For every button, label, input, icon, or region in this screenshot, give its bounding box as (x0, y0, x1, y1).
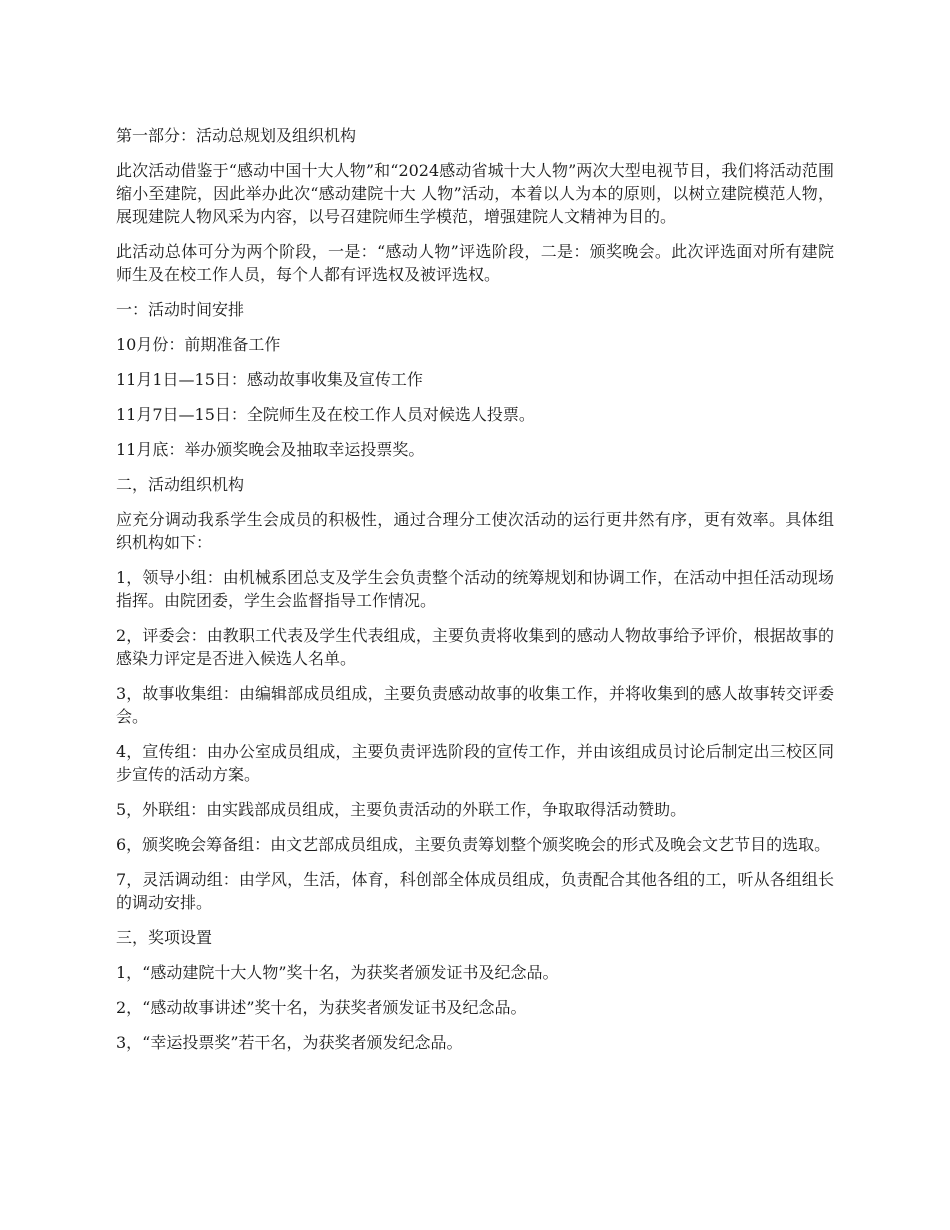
org-item-flexible: 7，灵活调动组：由学风，生活，体育，科创部全体成员组成，负责配合其他各组的工，听从各组组长的调动安排。 (116, 870, 834, 912)
org-item-publicity: 4，宣传组：由办公室成员组成，主要负责评选阶段的宣传工作，并由该组成员讨论后制定出三校区同步宣传的活动方案。 (116, 742, 834, 784)
paragraph-organization-intro: 应充分调动我系学生会成员的积极性，通过合理分工使次活动的运行更井然有序，更有效率。具体组织机构如下： (116, 510, 834, 552)
section-heading-organization: 二，活动组织机构 (116, 475, 245, 494)
org-item-story-collection: 3，故事收集组：由编辑部成员组成，主要负责感动故事的收集工作，并将收集到的感人故事转交评委会。 (116, 684, 834, 726)
paragraph-intro: 此次活动借鉴于“感动中国十大人物”和“2024感动省城十大人物”两次大型电视节目，我们将活动范围缩小至建院，因此举办此次“感动建院十大 人物”活动，本着以人为本的原则，以树立建院模范人物，展现建院人物风采为内容，以号召建院师生学模范，增强建院人文精神为目的。 (116, 161, 834, 226)
org-item-gala-prep: 6，颁奖晚会筹备组：由文艺部成员组成，主要负责筹划整个颁奖晚会的形式及晚会文艺节目的选取。 (116, 835, 831, 854)
document-body (116, 124, 834, 1066)
schedule-item-nov-7-15: 11月7日—15日：全院师生及在校工作人员对候选人投票。 (116, 405, 535, 424)
section-heading-schedule: 一：活动时间安排 (116, 300, 245, 319)
schedule-item-october: 10月份：前期准备工作 (116, 335, 281, 354)
schedule-item-nov-1-15: 11月1日—15日：感动故事收集及宣传工作 (116, 370, 423, 389)
section-heading-part-one: 第一部分：活动总规划及组织机构 (116, 126, 357, 145)
award-item-top-ten: 1，“感动建院十大人物”奖十名，为获奖者颁发证书及纪念品。 (116, 963, 559, 982)
section-heading-awards: 三，奖项设置 (116, 928, 213, 947)
org-item-leadership: 1，领导小组：由机械系团总支及学生会负责整个活动的统筹规划和协调工作，在活动中担任活动现场指挥。由院团委，学生会监督指导工作情况。 (116, 568, 834, 610)
org-item-outreach: 5，外联组：由实践部成员组成，主要负责活动的外联工作，争取取得活动赞助。 (116, 800, 687, 819)
org-item-judges: 2，评委会：由教职工代表及学生代表组成，主要负责将收集到的感动人物故事给予评价，根据故事的感染力评定是否进入候选人名单。 (116, 626, 834, 668)
award-item-storytelling: 2，“感动故事讲述”奖十名，为获奖者颁发证书及纪念品。 (116, 998, 527, 1017)
schedule-item-nov-end: 11月底：举办颁奖晚会及抽取幸运投票奖。 (116, 440, 425, 459)
paragraph-stages: 此活动总体可分为两个阶段，一是：“感动人物”评选阶段，二是：颁奖晚会。此次评选面对所有建院师生及在校工作人员，每个人都有评选权及被评选权。 (116, 242, 834, 284)
award-item-lucky-vote: 3，“幸运投票奖”若干名，为获奖者颁发纪念品。 (116, 1033, 463, 1052)
